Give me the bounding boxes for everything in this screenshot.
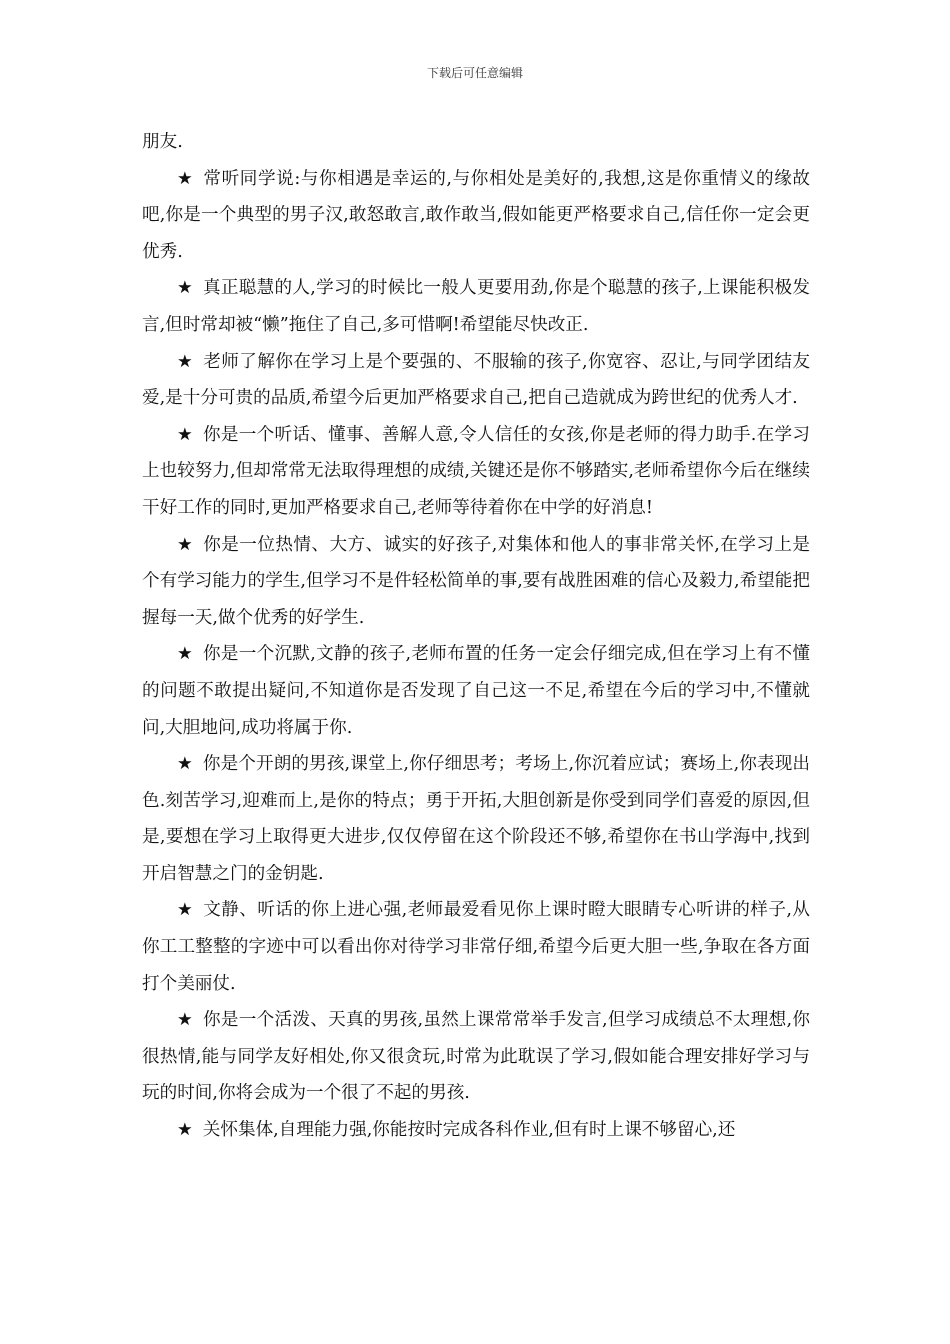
paragraph [142, 1002, 810, 1112]
paragraph-text: 真正聪慧的人,学习的时候比一般人更要用劲,你是个聪慧的孩子,上课能积极发言,但时常却被“懒”拖住了自己,多可惜啊!希望能尽快改正. [142, 278, 810, 335]
page-header: 下载后可任意编辑 [426, 66, 523, 80]
paragraph [142, 746, 810, 892]
paragraph-text: 你是个开朗的男孩,课堂上,你仔细思考；考场上,你沉着应试；赛场上,你表现出色.刻苦学习,迎难而上,是你的特点；勇于开拓,大胆创新是你受到同学们喜爱的原因,但是,要想在学习上取得更大进步,仅仅停留在这个阶段还不够,希望你在书山学海中,找到开启智慧之门的金钥匙. [142, 754, 810, 884]
star-bullet-icon: ★ [177, 168, 194, 189]
paragraph-text: 朋友. [142, 132, 183, 152]
paragraph-text: 老师了解你在学习上是个要强的、不服输的孩子,你宽容、忍让,与同学团结友爱,是十分可贵的品质,希望今后更加严格要求自己,把自己造就成为跨世纪的优秀人才. [142, 351, 810, 409]
paragraph-text: 文静、听话的你上进心强,老师最爱看见你上课时瞪大眼睛专心听讲的样子,从你工工整整的字迹中可以看出你对待学习非常仔细,希望今后更大胆一些,争取在各方面打个美丽仗. [142, 900, 810, 994]
star-bullet-icon: ★ [177, 424, 194, 445]
paragraph-text: 你是一位热情、大方、诚实的好孩子,对集体和他人的事非常关怀,在学习上是个有学习能力的学生,但学习不是件轻松简单的事,要有战胜困难的信心及毅力,希望能把握每一天,做个优秀的好学生. [142, 534, 810, 628]
paragraph-text: 你是一个活泼、天真的男孩,虽然上课常常举手发言,但学习成绩总不太理想,你很热情,能与同学友好相处,你又很贪玩,时常为此耽误了学习,假如能合理安排好学习与玩的时间,你将会成为一个很了不起的男孩. [142, 1010, 810, 1104]
paragraph [142, 636, 810, 746]
paragraph-text: 你是一个听话、懂事、善解人意,令人信任的女孩,你是老师的得力助手.在学习上也较努力,但却常常无法取得理想的成绩,关键还是你不够踏实,老师希望你今后在继续干好工作的同时,更加严格要求自己,老师等待着你在中学的好消息! [142, 424, 810, 518]
star-bullet-icon: ★ [177, 1010, 194, 1031]
paragraph [142, 1112, 810, 1149]
paragraph-text: 关怀集体,自理能力强,你能按时完成各科作业,但有时上课不够留心,还 [202, 1120, 736, 1141]
star-bullet-icon: ★ [177, 278, 194, 299]
paragraph [142, 124, 810, 161]
star-bullet-icon: ★ [177, 1120, 193, 1141]
paragraph-text: 你是一个沉默,文静的孩子,老师布置的任务一定会仔细完成,但在学习上有不懂的问题不敢提出疑问,不知道你是否发现了自己这一不足,希望在今后的学习中,不懂就问,大胆地问,成功将属于你. [142, 644, 810, 738]
paragraph [142, 892, 810, 1002]
star-bullet-icon: ★ [177, 351, 194, 372]
document-body [142, 124, 810, 1149]
paragraph [142, 527, 810, 637]
paragraph [142, 344, 810, 417]
paragraph [142, 417, 810, 527]
paragraph-text: 常听同学说:与你相遇是幸运的,与你相处是美好的,我想,这是你重情义的缘故吧,你是一个典型的男子汉,敢怒敢言,敢作敢当,假如能更严格要求自己,信任你一定会更优秀. [142, 168, 810, 262]
paragraph [142, 270, 810, 343]
star-bullet-icon: ★ [177, 534, 194, 555]
star-bullet-icon: ★ [177, 900, 194, 921]
star-bullet-icon: ★ [177, 644, 194, 665]
star-bullet-icon: ★ [177, 754, 193, 775]
paragraph [142, 161, 810, 271]
